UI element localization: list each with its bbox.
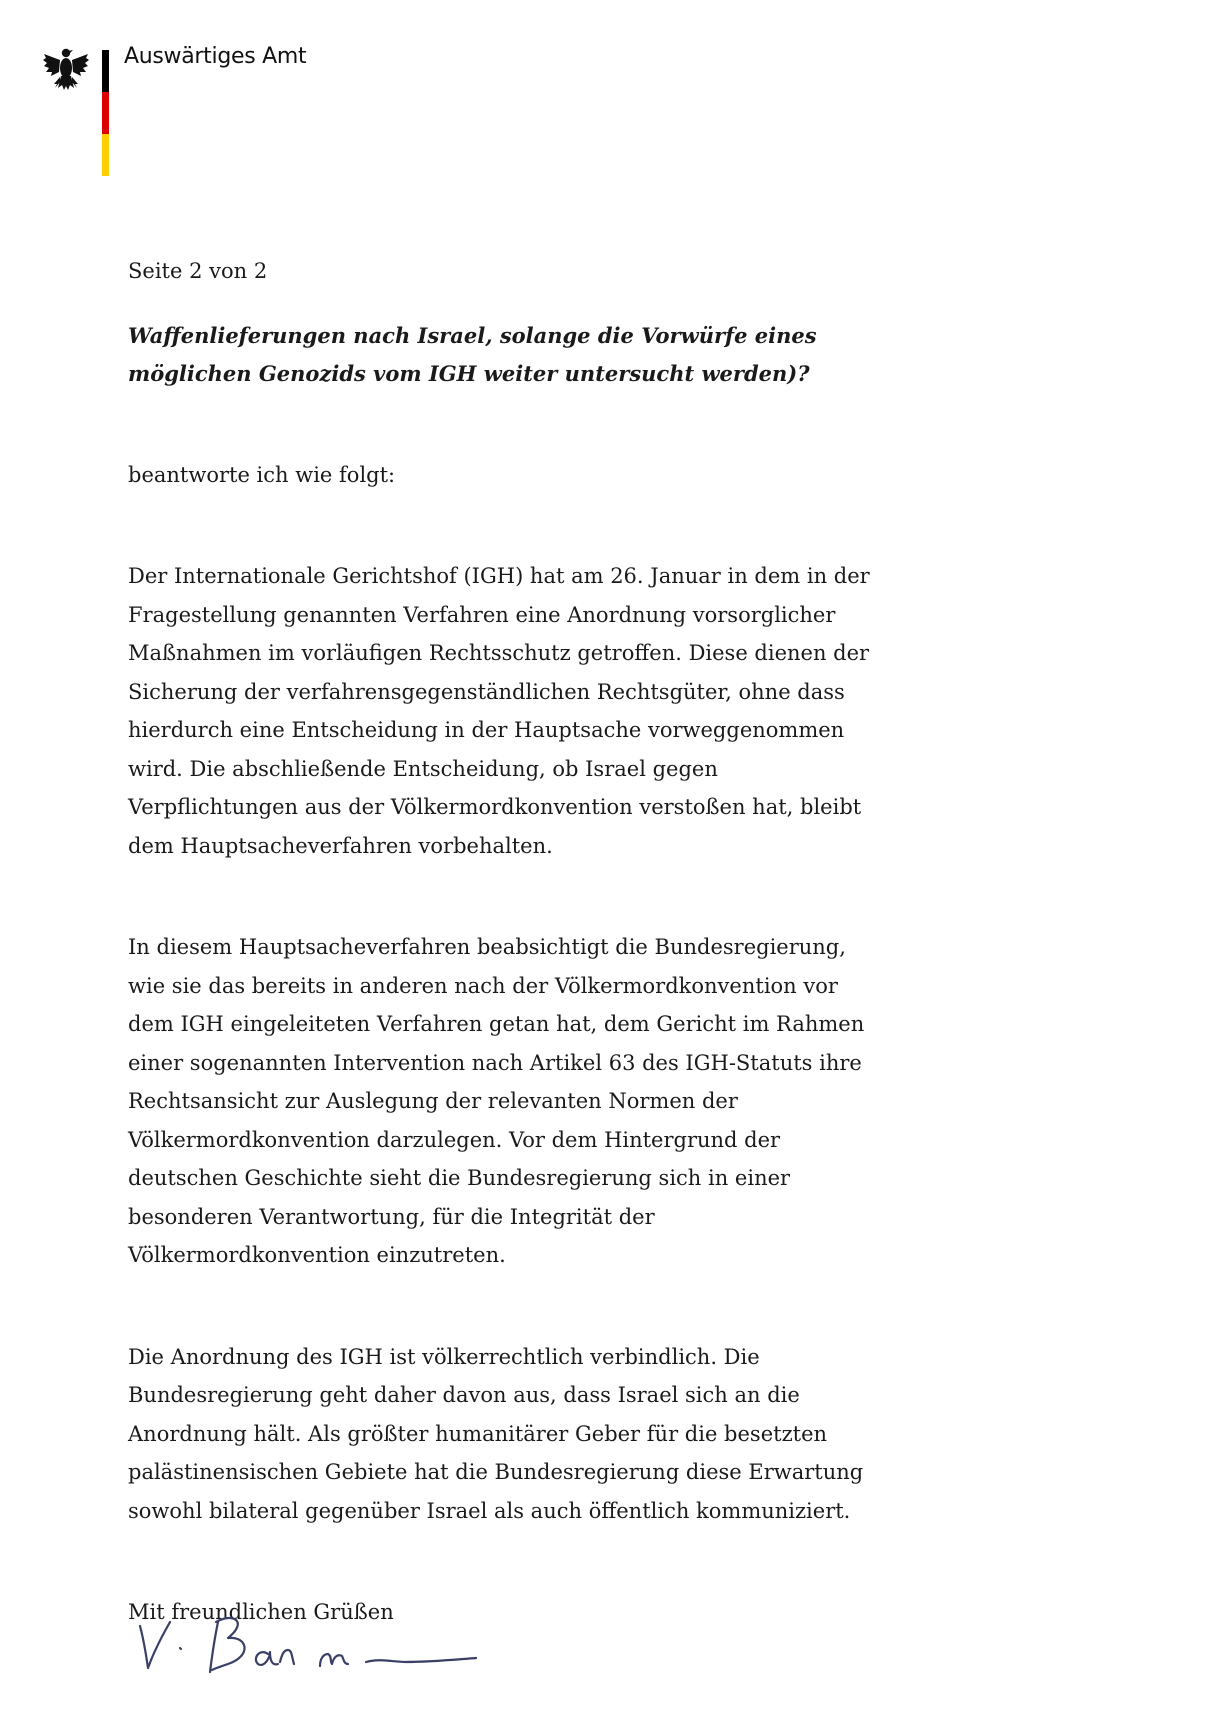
- flag-stripe-red: [102, 92, 109, 134]
- organization-name: Auswärtiges Amt: [124, 44, 307, 69]
- page-number: Seite 2 von 2: [128, 259, 268, 283]
- closing-salutation: Mit freundlichen Grüßen: [128, 1600, 394, 1624]
- question-text: Waffenlieferungen nach Israel, solange die Vorwürfe eines möglichen Genozids vom IGH weiter untersucht werden)?: [128, 322, 817, 386]
- letter-body: [128, 252, 888, 1632]
- paragraph-2: In diesem Hauptsacheverfahren beabsichtigt die Bundesregierung, wie sie das bereits in anderen nach der Völkermordkonvention vor dem IGH eingeleiteten Verfahren getan hat, dem Gericht im Rahmen einer sogenannten Intervention nach Artikel 63 des IGH-Statuts ihre Rechtsansicht zur Auslegung der relevanten Normen der Völkermordkonvention darzulegen. Vor dem Hintergrund der deutschen Geschichte sieht die Bundesregierung sich in einer besonderen Verantwortung, für die Integrität der Völkermordkonvention einzutreten.: [128, 935, 865, 1267]
- flag-bar: [102, 50, 109, 176]
- flag-stripe-black: [102, 50, 109, 92]
- handwritten-signature: [130, 1596, 510, 1682]
- paragraph-3: Die Anordnung des IGH ist völkerrechtlich verbindlich. Die Bundesregierung geht daher davon aus, dass Israel sich an die Anordnung hält. Als größter humanitärer Geber für die besetzten palästinensischen Gebiete hat die Bundesregierung diese Erwartung sowohl bilateral gegenüber Israel als auch öffentlich kommuniziert.: [128, 1344, 864, 1523]
- paragraph-1: Der Internationale Gerichtshof (IGH) hat am 26. Januar in dem in der Fragestellung genannten Verfahren eine Anordnung vorsorglicher Maßnahmen im vorläufigen Rechtsschutz getroffen. Diese dienen der Sicherung der verfahrensgegenständlichen Rechtsgüter, ohne dass hierdurch eine Entscheidung in der Hauptsache vorweggenommen wird. Die abschließende Entscheidung, ob Israel gegen Verpflichtungen aus der Völkermordkonvention verstoßen hat, bleibt dem Hauptsacheverfahren vorbehalten.: [128, 564, 870, 858]
- federal-eagle-icon: [42, 44, 90, 94]
- intro-text: beantworte ich wie folgt:: [128, 462, 396, 487]
- flag-stripe-gold: [102, 134, 109, 176]
